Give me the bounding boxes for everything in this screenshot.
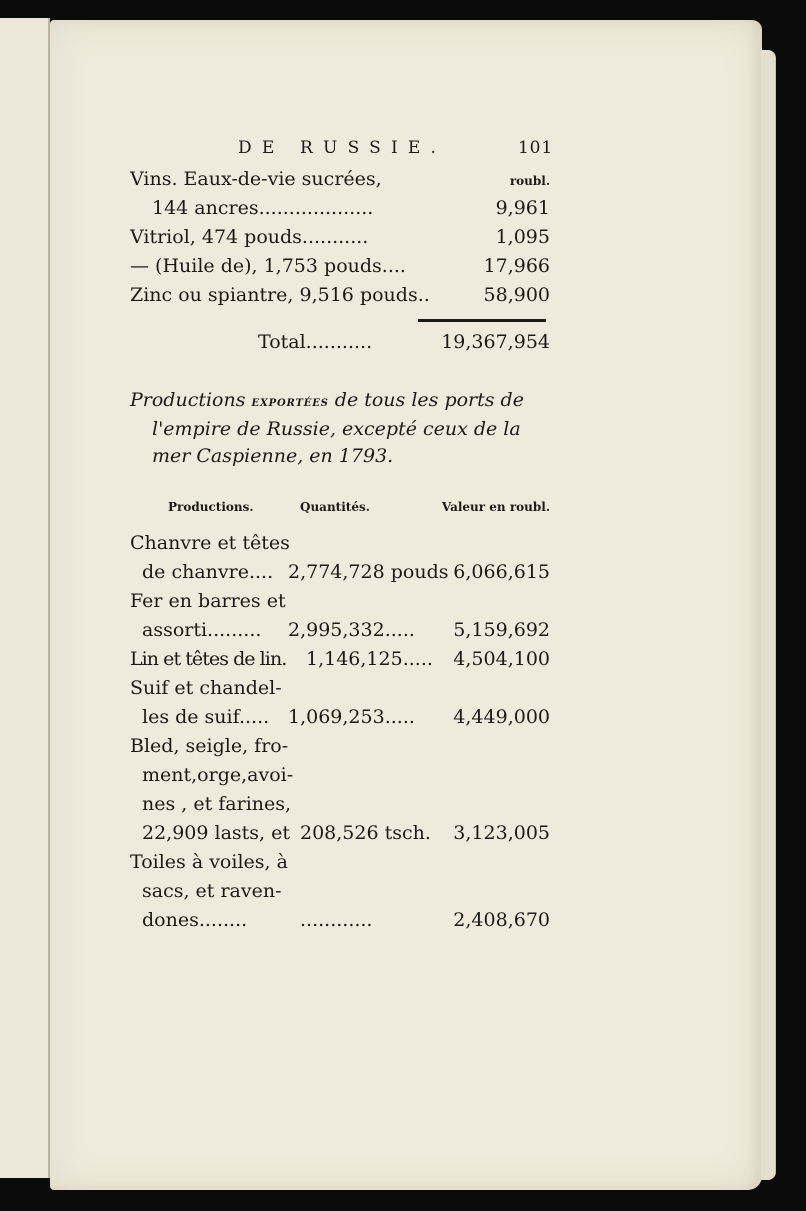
total-value: 19,367,954 [441,331,550,353]
book-page [50,20,762,1190]
product-label: dones........ [142,909,248,931]
entry-value: 9,961 [495,197,550,219]
quantity-cell: 208,526 tsch. [300,822,431,844]
value-cell: 2,408,670 [453,909,550,931]
value-cell: 5,159,692 [453,619,550,641]
entry-row [130,284,550,313]
entry-value: 58,900 [483,284,550,306]
heading-small-caps: exportées [251,394,329,410]
entry-row [130,197,550,226]
running-header [130,138,553,168]
entry-row [130,255,550,284]
product-label: Toiles à voiles, à [130,851,288,873]
column-header-productions: Productions. [168,500,254,514]
table-row [130,880,550,909]
table-row [130,648,550,677]
quantity-cell: 2,995,332..... [288,619,415,641]
quantity-cell: ............ [300,909,373,931]
product-label: les de suif..... [142,706,270,728]
table-row [130,677,550,706]
quantity-cell: 1,069,253..... [288,706,415,728]
table-row [130,706,550,735]
section-heading [130,387,550,470]
entry-row [130,226,550,255]
page-content [130,138,553,938]
product-label: Chanvre et têtes [130,532,290,554]
value-cell: 4,449,000 [453,706,550,728]
entry-row [130,168,550,197]
product-label: ment,orge,avoi- [142,764,294,786]
entry-label: Vins. Eaux-de-vie sucrées, [130,168,382,190]
column-headers [130,492,550,532]
page-deckle-edge [761,50,776,1180]
table-row [130,822,550,851]
column-header-valeur: Valeur en roubl. [441,500,550,514]
facing-page-edge [0,18,50,1178]
entry-label: Zinc ou spiantre, 9,516 pouds.. [130,284,430,306]
product-label: nes , et farines, [142,793,292,815]
running-title: DE RUSSIE. [238,138,447,158]
unit-label: roubl. [509,174,550,188]
entry-label: Vitriol, 474 pouds........... [130,226,369,248]
total-row [130,323,550,359]
value-cell: 4,504,100 [453,648,550,670]
product-label: Suif et chandel- [130,677,282,699]
table-row [130,590,550,619]
table-row [130,764,550,793]
table-row [130,851,550,880]
table-row [130,793,550,822]
product-label: Bled, seigle, fro- [130,735,289,757]
product-label: assorti......... [142,619,262,641]
heading-part: de tous les ports de [328,389,524,411]
heading-part: Productions [130,389,252,411]
table-row [130,561,550,590]
entry-value: 17,966 [483,255,550,277]
product-label: Fer en barres et [130,590,286,612]
value-cell: 3,123,005 [453,822,550,844]
entry-value: 1,095 [495,226,550,248]
table-row [130,909,550,938]
product-label: de chanvre.... [142,561,274,583]
column-header-quantites: Quantités. [300,500,370,514]
quantity-cell: 1,146,125..... [306,648,433,670]
quantity-cell: 2,774,728 pouds [288,561,449,583]
exports-table [130,532,550,938]
product-label: sacs, et raven- [142,880,282,902]
table-row [130,532,550,561]
heading-line: mer Caspienne, en 1793. [152,445,394,467]
page-number: 101 [518,138,553,158]
value-cell: 6,066,615 [453,561,550,583]
total-rule [418,319,546,322]
heading-line: l'empire de Russie, excepté ceux de la [152,418,521,440]
entry-label: 144 ancres................... [152,197,374,219]
table-row [130,735,550,764]
product-label: 22,909 lasts, et [142,822,291,844]
table-row [130,619,550,648]
entry-label: — (Huile de), 1,753 pouds.... [130,255,406,277]
total-label: Total........... [258,331,373,353]
product-label: Lin et têtes de lin. [130,648,287,670]
